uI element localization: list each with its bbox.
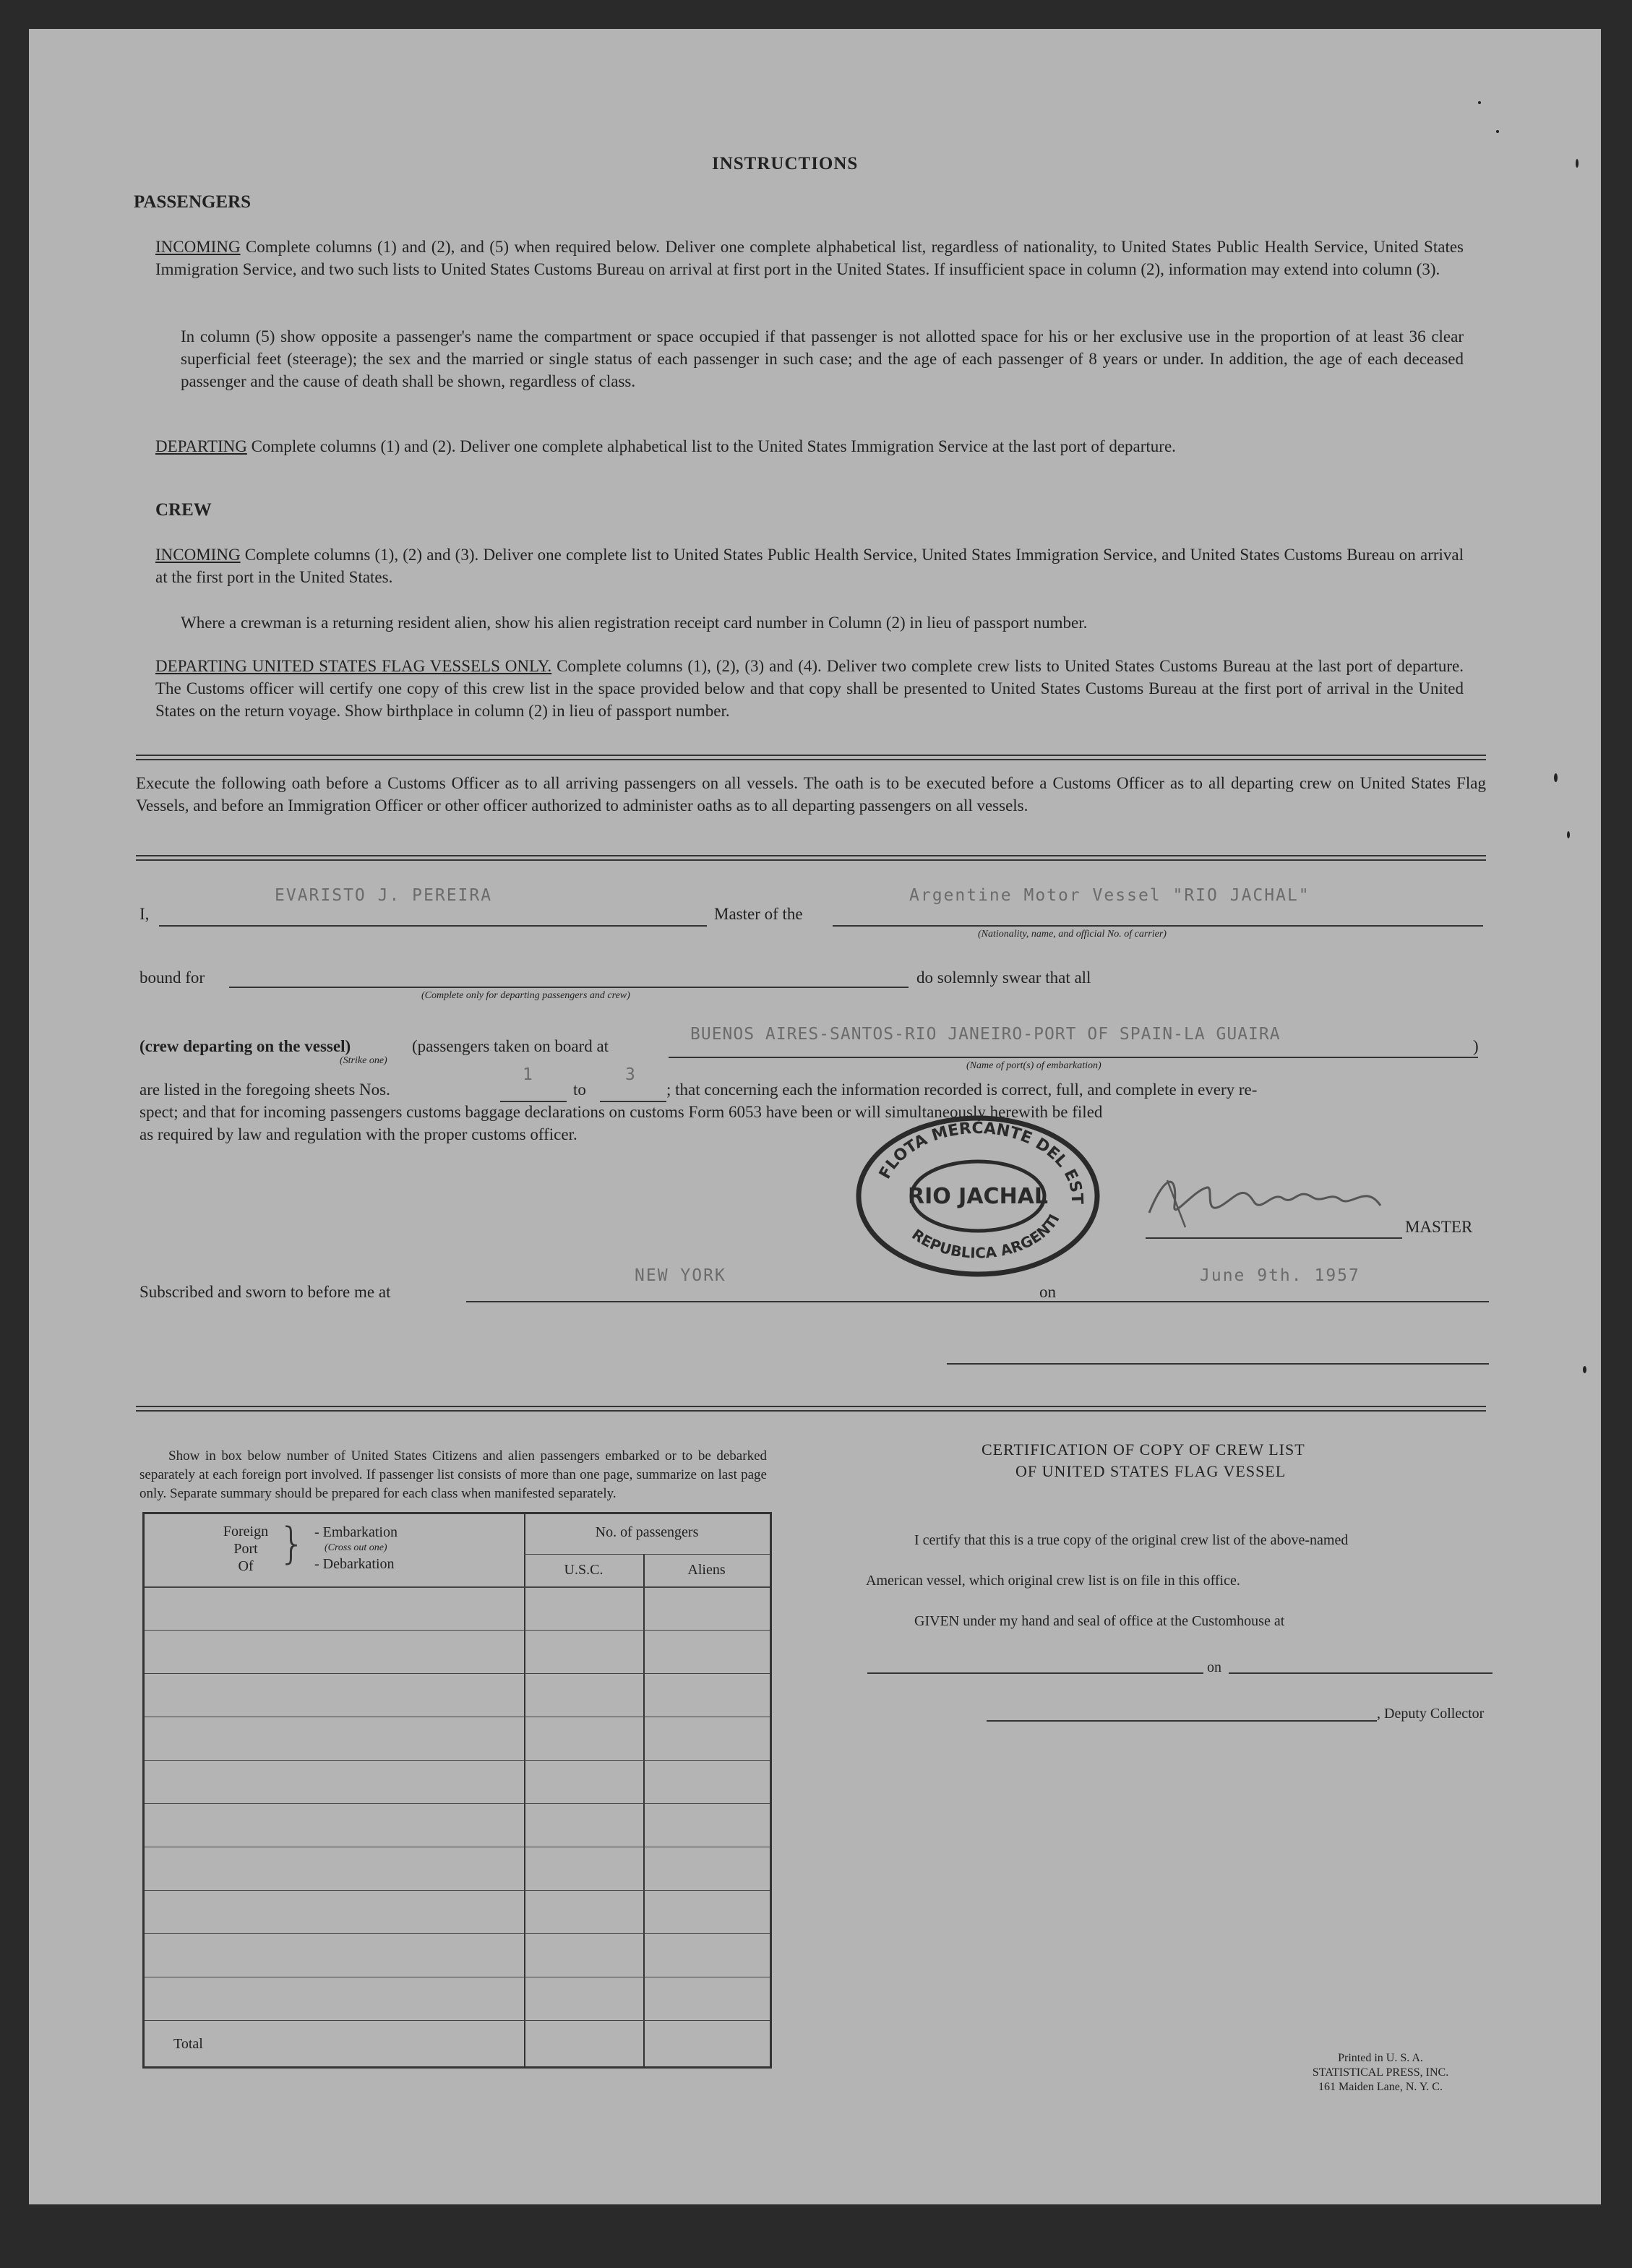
stamp-graphic (844, 1106, 1112, 1279)
bound-for-caption: (Complete only for departing passengers and crew) (421, 990, 630, 1001)
master-name-value: EVARISTO J. PEREIRA (275, 886, 493, 905)
swear-label: do solemnly swear that all (916, 968, 1091, 987)
passengers-column5-paragraph: In column (5) show opposite a passenger's name the compartment or space occupied if that passenger is not allotted space for his or her exclusive use in the proportion of at least 36 clear superficial feet (steerage); the sex and the married or single status of each passenger in such case; and the age of each passenger of 8 years or under. In addition, the age of each deceased passenger and the cause of death shall be shown, regardless of class. (181, 327, 1464, 390)
scan-speck (1567, 831, 1570, 838)
sworn-place-value: NEW YORK (635, 1266, 726, 1285)
crew-heading: CREW (155, 500, 212, 520)
to-label: to (573, 1081, 586, 1099)
master-of-label: Master of the (714, 905, 803, 923)
foreign-header-line-3: Of (238, 1558, 254, 1574)
listed-rest-2: spect; and that for incoming passengers customs baggage declarations on customs Form 6053 have been or will simultaneously herewith be filed (139, 1103, 1103, 1121)
printer-line-3: 161 Maiden Lane, N. Y. C. (1318, 2081, 1443, 2093)
crew-incoming-label: INCOMING (155, 546, 241, 564)
no-passengers-header: No. of passengers (595, 1524, 699, 1540)
table-row-line (145, 2020, 770, 2021)
vessel-value: Argentine Motor Vessel "RIO JACHAL" (909, 886, 1310, 905)
sworn-on-label: on (1039, 1283, 1056, 1301)
passengers-heading: PASSENGERS (134, 192, 252, 212)
sheet-from-value: 1 (523, 1065, 534, 1084)
header-bottom-line (145, 1586, 770, 1588)
table-divider-1 (524, 1514, 525, 2066)
section-divider-1 (136, 755, 1486, 760)
printer-imprint (1258, 2051, 1503, 2095)
table-row-line (145, 1933, 770, 1934)
aliens-header: Aliens (687, 1562, 726, 1578)
oath-intro: Execute the following oath before a Customs Officer as to all arriving passengers on all vessels. The oath is to be executed before a Customs Officer as to all departing crew on United States Flag Vessels, and before an Immigration Officer or other officer authorized to administer oaths as to all departing passengers on all vessels. (136, 774, 1486, 815)
listed-rest-1: ; that concerning each the information recorded is correct, full, and complete in every re- (666, 1081, 1258, 1099)
document-sheet (29, 29, 1601, 2204)
debarkation-label: - Debarkation (314, 1556, 395, 1572)
section-divider-2 (136, 855, 1486, 861)
stamp-top-text: FLOTA MERCANTE DEL EST (875, 1119, 1086, 1203)
vessel-line (833, 925, 1483, 927)
summary-instructions: Show in box below number of United States Citizens and alien passengers embarked or to be debarked separately at each foreign port involved. If passenger list consists of more than one page, summarize on last page only. Separate summary should be prepared for each class when manifested separately. (139, 1448, 767, 1501)
section-divider-3 (136, 1406, 1486, 1412)
brace-icon: } (278, 1519, 306, 1569)
certification-on-label: on (1207, 1659, 1221, 1675)
passengers-taken-label: (passengers taken on board at (412, 1037, 609, 1055)
crew-departing-label: DEPARTING UNITED STATES FLAG VESSELS ONLY. (155, 657, 552, 675)
foreign-header-line-2: Port (233, 1541, 258, 1557)
i-label: I, (139, 905, 150, 923)
stamp-bottom-text: REPUBLICA ARGENTI (909, 1211, 1063, 1262)
sworn-date-value: June 9th. 1957 (1200, 1266, 1360, 1285)
certification-line-3: GIVEN under my hand and seal of office at the Customhouse at (914, 1613, 1285, 1629)
crew-departing-option: (crew departing on the vessel) (139, 1037, 351, 1055)
listed-rest-3: as required by law and regulation with the proper customs officer. (139, 1125, 577, 1143)
printer-line-1: Printed in U. S. A. (1338, 2052, 1423, 2064)
incoming-text: Complete columns (1) and (2), and (5) when required below. Deliver one complete alphabetical list, regardless of nationality, to United States Public Health Service, United States Immigration Service, and two such lists to United States Customs Bureau on arrival at first port in the United States. If insufficient space in column (2), information may extend into column (3). (155, 238, 1464, 278)
vessel-stamp (844, 1106, 1112, 1279)
scan-speck (1576, 159, 1579, 168)
usc-header: U.S.C. (564, 1562, 604, 1578)
ports-line (669, 1057, 1478, 1058)
master-label: MASTER (1405, 1218, 1473, 1236)
incoming-label: INCOMING (155, 238, 241, 256)
certification-date-line (1229, 1672, 1493, 1674)
passengers-incoming-paragraph (155, 236, 1464, 280)
customhouse-line (867, 1672, 1203, 1674)
bound-for-label: bound for (139, 968, 205, 987)
instructions-title: INSTRUCTIONS (712, 154, 859, 173)
sheet-from-line (500, 1101, 567, 1102)
master-signature-line (1146, 1237, 1402, 1239)
crew-departing-text: Complete columns (1), (2), (3) and (4). Deliver two complete crew lists to United States Customs Bureau at the last port of departure. The Customs officer will certify one copy of this crew list in the space provided below and that copy shall be presented to United States Customs Bureau at the first port of arrival in the United States on the return voyage. Show birthplace in column (2) in lieu of passport number. (155, 657, 1464, 720)
ports-value: BUENOS AIRES-SANTOS-RIO JANEIRO-PORT OF SPAIN-LA GUAIRA (690, 1025, 1281, 1044)
embarkation-header (314, 1524, 398, 1572)
total-label: Total (173, 2036, 203, 2052)
officer-signature-line (947, 1363, 1489, 1365)
foreign-port-header (213, 1523, 278, 1575)
ports-close-paren: ) (1473, 1037, 1479, 1055)
scan-speck (1583, 1366, 1586, 1373)
foreign-header-line-1: Foreign (223, 1524, 269, 1539)
crew-incoming-text: Complete columns (1), (2) and (3). Deliver one complete list to United States Public Health Service, United States Immigration Service, and United States Customs Bureau on arrival at the first port in the United States. (155, 546, 1464, 586)
passenger-summary-table (142, 1512, 772, 2069)
cross-out-label: (Cross out one) (325, 1542, 387, 1553)
sworn-date-line (1064, 1301, 1489, 1302)
table-row-line (145, 1890, 770, 1891)
header-subline (524, 1554, 770, 1555)
crew-departing-paragraph (155, 655, 1464, 722)
crew-resident-paragraph: Where a crewman is a returning resident alien, show his alien registration receipt card number in Column (2) in lieu of passport number. (181, 614, 1088, 632)
scan-speck (1496, 130, 1499, 133)
table-row-line (145, 1630, 770, 1631)
deputy-collector-line (987, 1720, 1377, 1722)
certification-line-1: I certify that this is a true copy of the original crew list of the above-named (914, 1532, 1349, 1548)
vessel-caption: (Nationality, name, and official No. of carrier) (978, 929, 1167, 940)
table-row-line (145, 1760, 770, 1761)
printer-line-2: STATISTICAL PRESS, INC. (1312, 2066, 1449, 2079)
certification-line-2: American vessel, which original crew list is on file in this office. (866, 1573, 1240, 1589)
departing-label: DEPARTING (155, 437, 247, 455)
embarkation-label: - Embarkation (314, 1524, 398, 1540)
scan-speck (1478, 101, 1481, 104)
table-divider-2 (643, 1554, 645, 2066)
sheet-to-line (600, 1101, 666, 1102)
subscribed-label: Subscribed and sworn to before me at (139, 1283, 391, 1301)
ports-caption: (Name of port(s) of embarkation) (966, 1060, 1101, 1071)
crew-incoming-paragraph (155, 544, 1464, 588)
listed-prefix: are listed in the foregoing sheets Nos. (139, 1081, 390, 1099)
deputy-collector-label: , Deputy Collector (1377, 1706, 1485, 1722)
passengers-departing-paragraph (155, 435, 1464, 458)
master-signature (1135, 1162, 1424, 1242)
table-row-line (145, 1803, 770, 1804)
sheet-to-value: 3 (625, 1065, 637, 1084)
scan-speck (1554, 773, 1558, 782)
strike-caption: (Strike one) (340, 1055, 387, 1066)
sworn-place-line (466, 1301, 1064, 1302)
certification-title-1: CERTIFICATION OF COPY OF CREW LIST (982, 1440, 1305, 1459)
table-row-line (145, 1673, 770, 1674)
master-name-line (159, 925, 707, 927)
departing-text: Complete columns (1) and (2). Deliver one complete alphabetical list to the United States Immigration Service at the last port of departure. (251, 437, 1176, 455)
certification-title-2: OF UNITED STATES FLAG VESSEL (1015, 1462, 1287, 1480)
bound-for-line (229, 987, 909, 988)
stamp-center-text: RIO JACHAL (907, 1184, 1049, 1209)
